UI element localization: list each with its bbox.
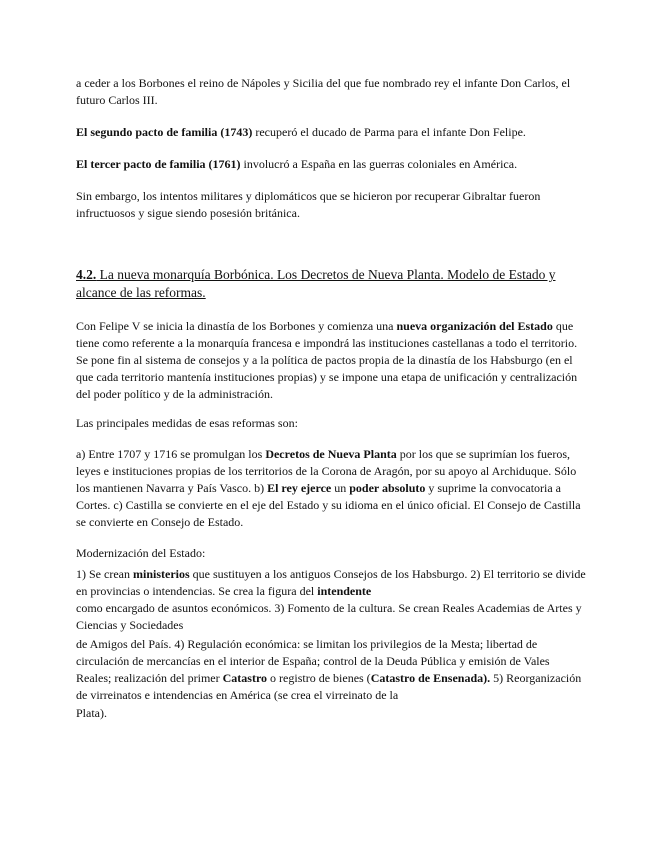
paragraph-text: y suprime la convocatoria a Cortes. c) Castilla se convierte en el eje del Estado y su idioma en el único oficial. El Consejo de Castilla se convierte en Consejo de Estado. <box>76 481 581 529</box>
section-heading <box>76 266 586 302</box>
paragraph-felipe-v <box>76 318 586 403</box>
paragraph-text: como encargado de asuntos económicos. 3) Fomento de la cultura. Se crean Reales Academias de Artes y Ciencias y Sociedades <box>76 601 582 632</box>
paragraph-text: a) Entre 1707 y 1716 se promulgan los <box>76 447 266 461</box>
bold-text: El tercer pacto de familia (1761) <box>76 157 241 171</box>
paragraph-regulacion-economica <box>76 636 586 704</box>
section-number: 4.2. <box>76 267 97 282</box>
bold-text: Decretos de Nueva Planta <box>265 447 397 461</box>
bold-text: Catastro <box>222 671 268 685</box>
paragraph-text: que tiene como referente a la monarquía francesa e impondrá las instituciones castellanas a todo el territorio. Se pone fin al sistema de consejos y a la política de pactos propia de la dinastía de los Habsburgo (en el que cada territorio mantenía instituciones propias) y se impone una etapa de unificación y centralización del poder político y de la administración. <box>76 319 578 401</box>
bold-text: intendente <box>317 584 372 598</box>
paragraph-text: un <box>331 481 350 495</box>
paragraph-text: o registro de bienes ( <box>267 671 371 685</box>
paragraph-fomento-cultura <box>76 600 586 634</box>
bold-text: poder absoluto <box>349 481 426 495</box>
paragraph-text: involucró a España en las guerras coloniales en América. <box>240 157 518 171</box>
paragraph-text: a ceder a los Borbones el reino de Nápoles y Sicilia del que fue nombrado rey el infante Don Carlos, el futuro Carlos III. <box>76 76 571 107</box>
paragraph-text: Con Felipe V se inicia la dinastía de los Borbones y comienza una <box>76 319 397 333</box>
bold-text: nueva organización del Estado <box>396 319 553 333</box>
paragraph-modernizacion-title <box>76 545 586 562</box>
bold-text: El segundo pacto de familia (1743) <box>76 125 253 139</box>
paragraph-text: 5) Reorganización de virreinatos e intendencias en América (se crea el virreinato de la <box>76 671 582 702</box>
paragraph-text: 1) Se crean <box>76 567 133 581</box>
paragraph-principales-medidas <box>76 415 586 432</box>
paragraph-plata <box>76 705 586 722</box>
paragraph-text: que sustituyen a los antiguos Consejos de los Habsburgo. 2) El territorio se divide en provincias o intendencias. Se crea la figura del <box>76 567 586 598</box>
paragraph-gibraltar <box>76 188 586 222</box>
paragraph-text: Sin embargo, los intentos militares y diplomáticos que se hicieron por recuperar Gibraltar fueron infructuosos y sigue siendo posesión británica. <box>76 189 541 220</box>
paragraph-napoles <box>76 75 586 109</box>
paragraph-text: Modernización del Estado: <box>76 546 206 560</box>
paragraph-text: recuperó el ducado de Parma para el infante Don Felipe. <box>252 125 526 139</box>
paragraph-tercer-pacto <box>76 156 586 173</box>
bold-text: Catastro de Ensenada). <box>370 671 491 685</box>
bold-text: ministerios <box>132 567 190 581</box>
paragraph-text: Las principales medidas de esas reformas son: <box>76 416 298 430</box>
paragraph-text: Plata). <box>76 706 107 720</box>
paragraph-segundo-pacto <box>76 124 586 141</box>
section-title: La nueva monarquía Borbónica. Los Decretos de Nueva Planta. Modelo de Estado y alcance de las reformas. <box>76 267 556 300</box>
bold-text: El rey ejerce <box>267 481 332 495</box>
paragraph-text: de Amigos del País. 4) Regulación económica: se limitan los privilegios de la Mesta; libertad de circulación de mercancías en el interior de España; control de la Deuda Pública y emisión de Vales Reales; realización del primer <box>76 637 550 685</box>
paragraph-decretos <box>76 446 586 531</box>
paragraph-ministerios <box>76 566 586 600</box>
paragraph-text: por los que se suprimían los fueros, leyes e instituciones propias de los territorios de la Corona de Aragón, por su apoyo al Archiduque. Sólo los mantienen Navarra y País Vasco. b) <box>76 447 577 495</box>
